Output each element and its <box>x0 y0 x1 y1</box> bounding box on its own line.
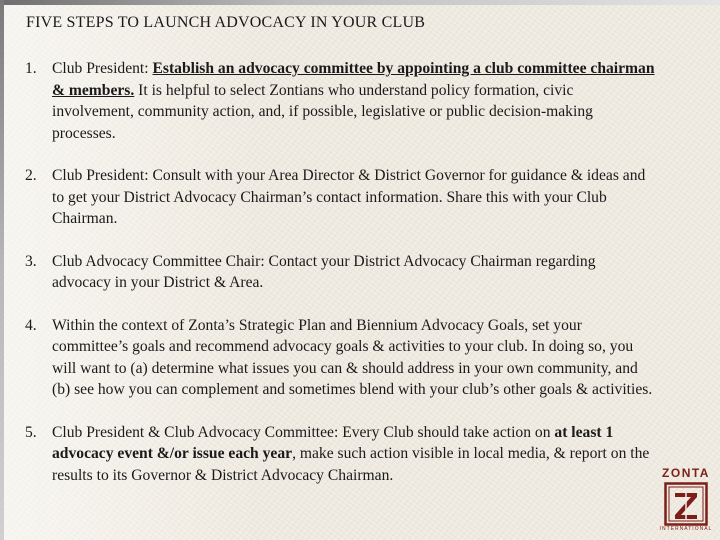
step-number: 2. <box>25 167 37 184</box>
step-4 <box>24 315 656 401</box>
logo-subtitle: INTERNATIONAL <box>659 526 713 532</box>
slide-title: FIVE STEPS TO LAUNCH ADVOCACY IN YOUR CLUB <box>26 14 426 31</box>
step-lead: Club President & Club Advocacy Committee: Every Club should take action on <box>52 423 555 441</box>
step-emphasis: Establish an advocacy committee by appointing a club committee chairman & members. <box>52 60 655 99</box>
step-number: 3. <box>25 252 37 270</box>
step-text: Within the context of Zonta’s Strategic Plan and Biennium Advocacy Goals, set your committee’s goals and recommend advocacy goals & activities to your club. In doing so, you will want to (a) determine what issues you can & should address in your own community, and (b) see how you can complement and sometimes blend with your club’s other goals & activities. <box>52 316 653 398</box>
frame-top-border <box>0 0 720 5</box>
zonta-emblem-icon <box>664 482 708 526</box>
step-lead: Club President: <box>52 60 153 77</box>
step-3 <box>24 251 656 294</box>
zonta-logo <box>658 466 714 534</box>
frame-left-border <box>0 0 4 540</box>
step-rest: , make such action visible in local media, & report on the results to its Governor & District Advocacy Chairman. <box>52 445 650 484</box>
step-1 <box>24 58 656 144</box>
step-2 <box>24 165 656 230</box>
step-text: Club President: Consult with your Area Director & District Governor for guidance & ideas and to get your District Advocacy Chairman’s contact information. Share this with your Club Chairman. <box>52 167 646 227</box>
step-text: Club Advocacy Committee Chair: Contact your District Advocacy Chairman regarding advocacy in your District & Area. <box>52 252 596 291</box>
steps-list <box>24 58 656 507</box>
step-number: 1. <box>25 60 37 77</box>
step-emphasis: at least 1 advocacy event &/or issue each year <box>52 423 614 462</box>
logo-wordmark: ZONTA <box>662 466 710 480</box>
step-number: 5. <box>25 423 37 441</box>
step-5 <box>24 422 656 487</box>
step-rest: It is helpful to select Zontians who understand policy formation, civic involvement, community action, and, if possible, legislative or public decision-making processes. <box>52 81 593 142</box>
step-number: 4. <box>25 316 37 334</box>
